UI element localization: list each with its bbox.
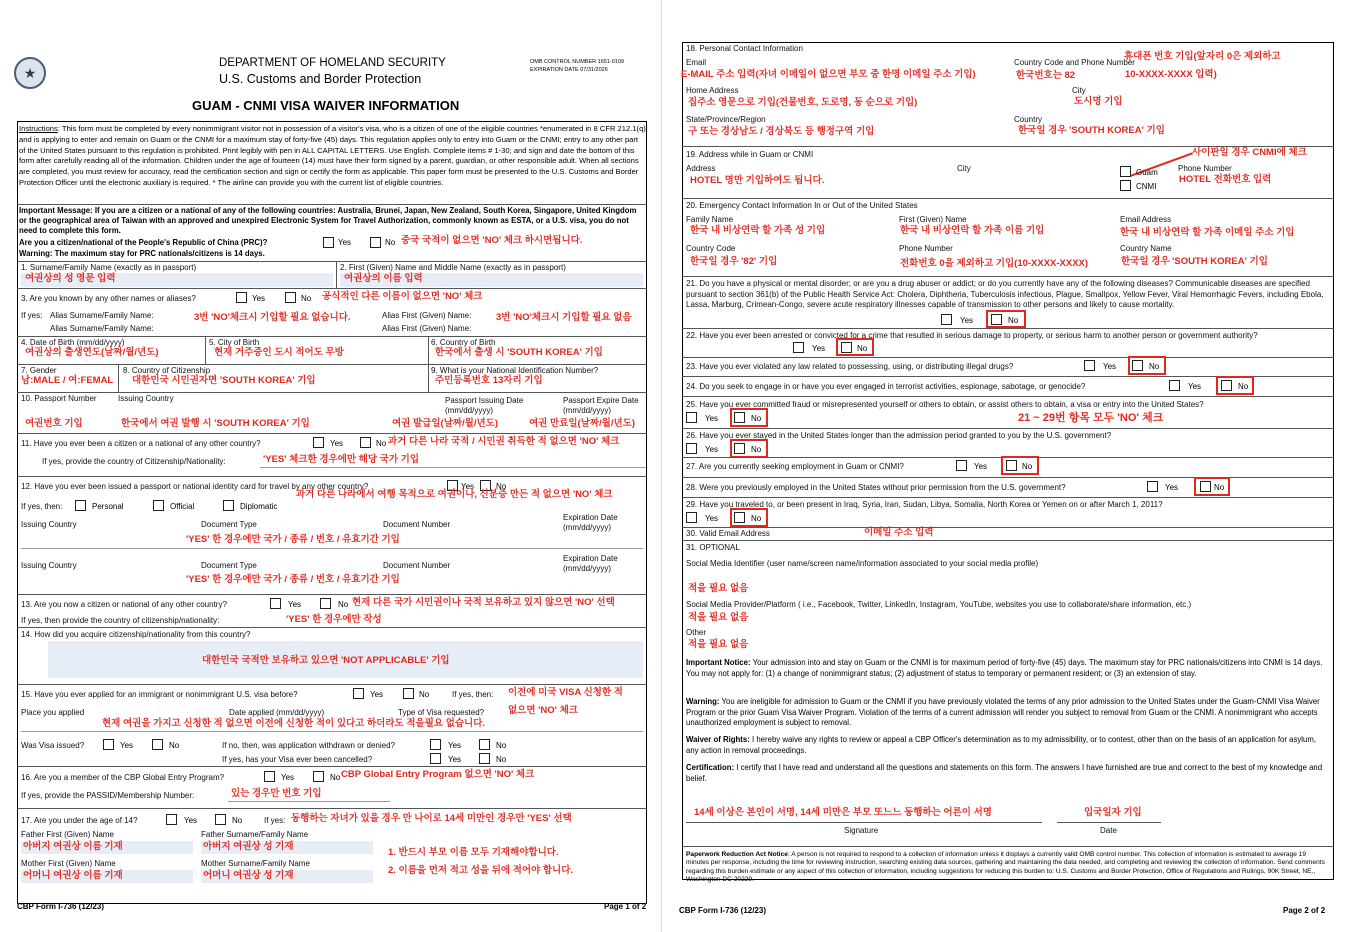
guam-address-field[interactable]: HOTEL 명만 기입하여도 됩니다. [690,175,825,186]
omb-expiration: EXPIRATION DATE 07/31/2026 [530,67,608,73]
q21-text: 21. Do you have a physical or mental disorder; or are you a drug abuser or addict; or do you currently have any of the following diseases? Communicable diseases are specified pursuant to section 361(b) of the Public Health Service Act: Cholera, Diphtheria, Tuberculosis infectious, Plague, Smallpox, Yellow Fever, Viral Hemorrhagic Fevers, including Ebola, Lassa, Marburg, Crimean-Congo, severe acute respiratory illnesses capable of transmission to other persons and likely to cause mortality. [686,279,1324,309]
q2-label: 2. First (Given) Name and Middle Name (exactly as in passport) [340,263,566,272]
prc-warning: Warning: The maximum stay for PRC nationals/citizens is 14 days. [19,249,265,258]
annotation-prc: 중국 국적이 없으면 'NO' 체크 하시면됩니다. [401,235,583,246]
waiver-notice: Waiver of Rights: I hereby waive any rights to review or appeal a CBP Officer's determination as to my admissibility, or to contest, other than on the basis of an application for asylum, any action in removal proceedings. [686,735,1317,755]
q21-no-highlight [986,310,1026,328]
q29-yes-checkbox[interactable] [686,512,697,523]
q24-yes-checkbox[interactable] [1169,380,1180,391]
prc-yes-checkbox[interactable] [323,237,334,248]
official-checkbox[interactable] [153,500,164,511]
country-of-birth-field[interactable]: 한국에서 출생 시 'SOUTH KOREA' 기입 [435,347,603,358]
page2-form-number: CBP Form I-736 (12/23) [679,906,766,915]
emergency-surname-field[interactable]: 한국 내 비상연락 할 가족 성 기입 [690,225,826,236]
q24-no-highlight [1216,376,1254,395]
withdrawn-yes[interactable] [430,739,441,750]
email-field[interactable]: E-MAIL 주소 입력(자녀 이메일이 없으면 부모 중 한명 이메일 주소 기입) [681,69,976,80]
gender-field[interactable]: 남:MALE / 여:FEMAL [21,375,114,386]
q26-no-highlight [730,439,768,458]
national-id-field[interactable]: 주민등록번호 13자리 기입 [435,375,543,386]
instructions-block: Instructions: This form must be completed by every nonimmigrant visitor not in possession of a visitor's visa, who is a citizen of one of the eligible countries *enumerated in 8 CFR 212.1(q) and is applying to enter and remain on Guam or the CNMI for a maximum stay of forty-five (45) days. This regulation applies only to entry into Guam or the CNMI; entry to any other part of the United States pursuant to this regulation is prohibited. Print legibly with pen in ALL CAPITAL LETTERS. Use English. Complete items # 1-30; and sign and date the bottom of this form after carefully reading all of the information. Children under the age of fourteen (14) must have their form signed by a parent, guardian, or other responsible adult. When all sections are completed, you must review for accuracy, read the certification section and sign or certify the form as applicable. This paper form must be presented to the U.S. Customs and Border Protection Officer until the electronic auxiliary is required. * The airline can provide you with the current list of eligible countries. [19,124,646,187]
paperwork-notice: Paperwork Reduction Act Notice: A person is not required to respond to a collection of information unless it displays a currently valid OMB control number. This collection of information is estimated to average 19 minutes per response, including the time for reviewing instruction, searching existing data sources, gathering and maintaining the data needed, and completing and reviewing the collection of information. Send comments regarding this burden estimate or any aspect of this collection of information, including suggestions for reducing this burden to: U.S. Customs and Border Protection, Office of Regulations and Rulings, 90K Street, NE., Washington DC 20229. [686,851,1325,884]
form-title: GUAM - CNMI VISA WAIVER INFORMATION [192,98,460,113]
department-heading: DEPARTMENT OF HOMELAND SECURITY [219,57,446,69]
certification-notice: Certification: I certify that I have read and understand all the questions and statements on this form. The answers I have furnished are true and correct to the best of my knowledge and belief. [686,763,1323,783]
q17-yes-checkbox[interactable] [166,814,177,825]
valid-email-field[interactable]: 이메일 주소 입력 [864,527,934,538]
prc-no-checkbox[interactable] [370,237,381,248]
current-citizenship-field[interactable]: 'YES' 한 경우에만 작성 [286,614,382,625]
personal-checkbox[interactable] [75,500,86,511]
city-field[interactable]: 도시명 기입 [1074,96,1123,107]
form-page-2: 18. Personal Contact Information Email Country Code and Phone Number 휴대폰 번호 기입(앞자리 0은 제외하고 E-MAIL 주소 입력(자녀 이메일이 없으면 부모 중 한명 이메일 주소 기입) 한국번호는 82 10-XXXX-XXXX 입력) Home Address City 집주소 영문으로 기입(건물번호, 도로명, 동 순으로 기입) 도시명 기입 State/Province/Region Country 구 또는 경상남도 / 경상북도 등 행정구역 기입 한국일 경우 'SOUTH KOREA' 기입 19. Address while in Guam or CNMI 사이판일 경우 CNMI에 체크 Address City Guam CNMI Phone Number HOTEL 명만 기입하여도 됩니다. HOTEL 전화번호 입력 20. Emergency Contact Information In or Out of the United States Family Name First (Given) Name Email Address 한국 내 비상연락 할 가족 성 기입 한국 내 비상연락 할 가족 이름 기입 한국 내 비상연락 할 가족 이메일 주소 기입 Country Code Phone Number Country Name 한국일 경우 '82' 기입 전화번호 0을 제외하고 기입(10-XXXX-XXXX) 한국일 경우 'SOUTH KOREA' 기입 21. Do you have a physical or mental disorder; or are you a drug abuser or addict; or do you currently have any of the following diseases? Communicable diseases are specified pursuant to section 361(b) of the Public Health Service Act: Cholera, Diphtheria, Tuberculosis infectious, Plague, Smallpox, Yellow Fever, Viral Hemorrhagic Fevers, including Ebola, Lassa, Marburg, Crimean-Congo, severe acute respiratory illnesses capable of transmission to other persons and likely to cause mortality. Yes No 22. Have you ever been arrested or convicted for a crime that resulted in serious damage to property, or serious harm to another person or government authority? Yes No 23. Have you ever violated any law related to possessing, using, or distributing illegal drugs? Yes No 24. Do you seek to engage in or have you ever engaged in terrorist activities, espionage, sabotage, or genocide? Yes No 25. Have you ever committed fraud or misrepresented yourself or others to obtain, or assist others to obtain, a visa or entry into the United States? Yes No 21 ~ 29번 항목 모두 'NO' 체크 26. Have you ever stayed in the United States longer than the admission period granted to you by the U.S. government? Yes No 27. Are you currently seeking employment in Guam or CNMI? Yes No 28. Were you previously employed in the United States without prior permission from the U.S. government? Yes No 29. Have you traveled to, or been present in Iraq, Syria, Iran, Sudan, Libya, Somalia, North Korea or Yemen on or after March 1, 2011? Yes No 30. Valid Email Address 이메일 주소 입력 31. OPTIONAL Social Media Identifier (user name/screen name/information associated to your social media profile) 적을 필요 없음 Social Media Provider/Platform ( i.e., Facebook, Twitter, LinkedIn, Instagram, YouTube, websites you use to collaborate/share information, etc.) 적을 필요 없음 Other 적을 필요 없음 Important Notice: Your admission into and stay on Guam or the CNMI is for maximum period of forty-five (45) days. The maximum stay for PRC nationals/citizens into CNMI is 14 days. You may not apply for: (1) a change of nonimmigrant status; (2) adjustment of status to temporary or permanent resident; or (3) an extension of stay. Warning: You are ineligible for admission to Guam or the CNMI if you have previously violated the terms of any prior admission to the United States under the Guam-CNMI Visa Waiver Program or the prior Guam Visa Waiver Program. Violation of the terms of a current admission will render you subject to removal from Guam or the CNMI. A nonimmigrant who accepts unauthorized employment is subject to removal. Waiver of Rights: I hereby waive any rights to review or appeal a CBP Officer's determination as to my admissibility, or to contest, other than on the basis of an application for asylum, any action in removal proceedings. Certification: I certify that I have read and understand all the questions and statements on this form. The answers I have furnished are true and correct to the best of my knowledge and belief. 14세 이상은 본인이 서명, 14세 미만은 부모 또느느 동행하는 어른이 서명 Signature 입국일자 기입 Date Paperwork Reduction Act Notice: A person is not required to respond to a collection of information unless it displays a currently valid OMB control number. This collection of information is estimated to average 19 minutes per response, including the time for reviewing instruction, searching existing data sources, gathering and maintaining the data needed, and completing and reviewing the collection of information. Send comments regarding this burden estimate or any aspect of this collection of information, including suggestions for reducing this burden to: U.S. Customs and Border Protection, Office of Regulations and Rulings, 90K Street, NE., Washington DC 20229. CBP Form I-736 (12/23) Page 2 of 2 [672,0,1354,932]
page1-number: Page 1 of 2 [604,902,647,911]
other-passport-field-1[interactable]: 'YES' 한 경우에만 국가 / 종류 / 번호 / 유효기간 기입 [186,534,400,545]
q22-no-highlight [836,338,874,356]
q23-yes-checkbox[interactable] [1084,360,1095,371]
visa-issued-yes[interactable] [103,739,114,750]
omb-number: OMB CONTROL NUMBER 1651-0109 [530,59,624,65]
guam-phone-field[interactable]: HOTEL 전화번호 입력 [1179,174,1272,185]
agency-heading: U.S. Customs and Border Protection [219,72,422,86]
q27-yes-checkbox[interactable] [956,460,967,471]
emergency-phone-field[interactable]: 전화번호 0을 제외하고 기입(10-XXXX-XXXX) [900,258,1089,269]
q17-no-checkbox[interactable] [215,814,226,825]
q23-no-highlight [1128,356,1166,375]
cnmi-checkbox[interactable] [1120,180,1131,191]
withdrawn-no[interactable] [479,739,490,750]
q28-yes-checkbox[interactable] [1147,481,1158,492]
expire-date-field[interactable]: 여권 만료일(날짜/월/년도) [529,418,636,429]
q16-no-checkbox[interactable] [313,771,324,782]
cancelled-yes[interactable] [430,753,441,764]
q16-yes-checkbox[interactable] [264,771,275,782]
form-page-1: ★ DEPARTMENT OF HOMELAND SECURITY U.S. Customs and Border Protection OMB CONTROL NUMBER 1651-0109 EXPIRATION DATE 07/31/2026 GUAM - CNMI VISA WAIVER INFORMATION Instructions: This form must be completed by every nonimmigrant visitor not in possession of a visitor's visa, who is a citizen of one of the eligible countries *enumerated in 8 CFR 212.1(q) and is applying to enter and remain on Guam or the CNMI for a maximum stay of forty-five (45) days. This regulation applies only to entry into Guam or the CNMI; entry to any other part of the United States pursuant to this regulation is prohibited. Print legibly with pen in ALL CAPITAL LETTERS. Use English. Complete items # 1-30; and sign and date the bottom of this form after carefully reading all of the information. Children under the age of fourteen (14) must have their form signed by a parent, guardian, or other responsible adult. When all sections are completed, you must review for accuracy, read the certification section and sign or certify the form as applicable. This paper form must be presented to the U.S. Customs and Border Protection Officer until the electronic auxiliary is required. * The airline can provide you with the current list of eligible countries. Important Message: If you are a citizen or a national of any of the following countries: Australia, Brunei, Japan, New Zealand, South Korea, Singapore, United Kingdom or the geographical area of Taiwan with an approved and unexpired Electronic System for Travel Authorization, commonly known as ESTA, or a U.S. visa, you do not need to complete this form. Are you a citizen/national of the People's Republic of China (PRC)? Yes No 중국 국적이 없으면 'NO' 체크 하시면됩니다. Warning: The maximum stay for PRC nationals/citizens is 14 days. 1. Surname/Family Name (exactly as in passport) 여권상의 성 영문 입력 2. First (Given) Name and Middle Name (exactly as in passport) 여권상의 이름 입력 3. Are you known by any other names or aliases? Yes No 공식적인 다른 이름이 없으면 'NO' 체크 If yes: Alias Surname/Family Name: Alias Surname/Family Name: 3번 'NO'체크시 기입할 필요 없습니다. Alias First (Given) Name: Alias First (Given) Name: 3번 'NO'체크시 기입할 필요 없음 4. Date of Birth (mm/dd/yyyy) 여권상의 출생연도(날짜/월/년도) 5. City of Birth 현재 거주중인 도시 적어도 무방 6. Country of Birth 한국에서 출생 시 'SOUTH KOREA' 기입 7. Gender 남:MALE / 여:FEMAL 8. Country of Citizenship 대한민국 시민권자면 'SOUTH KOREA' 기입 9. What is your National Identification Number? 주민등록번호 13자리 기입 10. Passport Number Issuing Country Passport Issuing Date (mm/dd/yyyy) Passport Expire Date (mm/dd/yyyy) 여권번호 기입 한국에서 여권 발행 시 'SOUTH KOREA' 기입 여권 발급일(날짜/월/년도) 여권 만료일(날짜/월/년도) 11. Have you ever been a citizen or a national of any other country? Yes No 과거 다른 나라 국적 / 시민권 취득한 적 없으면 'NO' 체크 If yes, provide the country of Citizenship/Nationality: 'YES' 체크한 경우에만 해당 국가 기입 12. Have you ever been issued a passport or national identity card for travel by any other country? Yes No 과거 다른 나라에서 여행 목적으로 여권이나, 신분증 만든 적 없으면 'NO' 체크 If yes, then: Personal Official Diplomatic Issuing Country Document Type Document Number Expiration Date (mm/dd/yyyy) 'YES' 한 경우에만 국가 / 종류 / 번호 / 유효기간 기입 Issuing Country Document Type Document Number Expiration Date (mm/dd/yyyy) 'YES' 한 경우에만 국가 / 종류 / 번호 / 유효기간 기입 13. Are you now a citizen or national of any other country? Yes No 현재 다른 국가 시민권이나 국적 보유하고 있지 않으면 'NO' 선택 If yes, then provide the country of citizenship/nationality: 'YES' 한 경우에만 작성 14. How did you acquire citizenship/nationality from this country? 대한민국 국적만 보유하고 있으면 'NOT APPLICABLE' 기입 15. Have you ever applied for an immigrant or nonimmigrant U.S. visa before? Yes No If yes, then: 이전에 미국 VISA 신청한 적 Place you applied Date applied (mm/dd/yyyy) Type of Visa requested? 없으면 'NO' 체크 현재 여권을 가지고 신청한 적 없으면 이전에 신청한 적이 있다고 하더라도 적을필요 없습니다. Was Visa issued? Yes No If no, then, was application withdrawn or denied? Yes No If yes, has your Visa ever been cancelled? Yes No 16. Are you a member of the CBP Global Entry Program? Yes No CBP Global Entry Program 없으면 'NO' 체크 If yes, provide the PASSID/Membership Number: 있는 경우만 번호 기입 17. Are you under the age of 14? Yes No If yes: 동행하는 자녀가 있을 경우 만 나이로 14세 미만인 경우만 'YES' 선택 Father First (Given) Name Father Surname/Family Name 아버지 여권상 이름 기재 아버지 여권상 성 기재 Mother First (Given) Name Mother Surname/Family Name 어머니 여권상 이름 기재 어머니 여권상 성 기재 1. 반드시 부모 이름 모두 기재해야합니다. 2. 이름을 먼저 적고 성을 뒤에 적어야 합니다. CBP Form I-736 (12/23) Page 1 of 2 [0,0,662,932]
visa-issued-no[interactable] [152,739,163,750]
q3-no-checkbox[interactable] [285,292,296,303]
visa-history-field[interactable]: 현재 여권을 가지고 신청한 적 없으면 이전에 신청한 적이 있다고 하더라도 적을필요 없습니다. [102,718,486,729]
guam-checkbox[interactable] [1120,166,1131,177]
date-field[interactable]: 입국일자 기입 [1084,807,1142,818]
q15-yes-checkbox[interactable] [353,688,364,699]
country-field[interactable]: 한국일 경우 'SOUTH KOREA' 기입 [1018,125,1165,136]
phone-field[interactable]: 10-XXXX-XXXX 입력) [1125,69,1217,80]
page1-form-number: CBP Form I-736 (12/23) [17,902,104,911]
social-id-field[interactable]: 적을 필요 없음 [688,583,749,594]
diplomatic-checkbox[interactable] [223,500,234,511]
q3-yes-checkbox[interactable] [236,292,247,303]
q25-no-highlight [730,408,768,427]
home-address-field[interactable]: 집주소 영문으로 기입(건물번호, 도로명, 동 순으로 기입) [688,97,918,108]
passport-number-field[interactable]: 여권번호 기입 [25,418,83,429]
citizenship-field[interactable]: 대한민국 시민권자면 'SOUTH KOREA' 기입 [132,375,316,386]
signature-field[interactable]: 14세 이상은 본인이 서명, 14세 미만은 부모 또느느 동행하는 어른이 서명 [694,807,992,818]
emergency-email-field[interactable]: 한국 내 비상연락 할 가족 이메일 주소 기입 [1120,227,1295,238]
important-notice: Important Notice: Your admission into and stay on Guam or the CNMI is for maximum period of forty-five (45) days. The maximum stay for PRC nationals/citizens into CNMI is 14 days. You may not apply for: (1) a change of nonimmigrant status; (2) adjustment of status to temporary or permanent resident; or (3) an extension of stay. [686,658,1323,678]
q11-yes-checkbox[interactable] [313,437,324,448]
important-message: Important Message: If you are a citizen or a national of any of the following countries: Australia, Brunei, Japan, New Zealand, South Korea, Singapore, United Kingdom or the geographical area of Taiwan with an approved and unexpired Electronic System for Travel Authorization, commonly known as ESTA, or a U.S. visa, you do not need to complete this form. [19,206,637,235]
social-platform-field[interactable]: 적을 필요 없음 [688,612,749,623]
prc-question: Are you a citizen/national of the People's Republic of China (PRC)? [19,238,268,247]
q13-no-checkbox[interactable] [320,598,331,609]
q11-no-checkbox[interactable] [360,437,371,448]
q22-yes-checkbox[interactable] [793,342,804,353]
issue-date-field[interactable]: 여권 발급일(날짜/월/년도) [392,418,499,429]
dhs-seal-icon: ★ [14,57,46,89]
q26-yes-checkbox[interactable] [686,443,697,454]
page2-number: Page 2 of 2 [1283,906,1326,915]
q13-yes-checkbox[interactable] [270,598,281,609]
passid-field[interactable]: 있는 경우만 번호 기입 [231,788,322,799]
state-field[interactable]: 구 또는 경상남도 / 경상북도 등 행정구역 기입 [688,126,875,137]
other-field[interactable]: 적을 필요 없음 [688,639,749,650]
q29-no-highlight [730,508,768,527]
cancelled-no[interactable] [479,753,490,764]
other-citizenship-field[interactable]: 'YES' 체크한 경우에만 해당 국가 기입 [263,454,420,465]
country-code-field[interactable]: 한국번호는 82 [1016,70,1076,81]
emergency-first-field[interactable]: 한국 내 비상연락 할 가족 이름 기입 [900,225,1045,236]
q27-no-highlight [1001,456,1039,475]
emergency-country-field[interactable]: 한국일 경우 'SOUTH KOREA' 기입 [1121,256,1268,267]
warning-notice: Warning: You are ineligible for admission to Guam or the CNMI if you have previously violated the terms of any prior admission to the United States under the Guam-CNMI Visa Waiver Program or the prior Guam Visa Waiver Program. Violation of the terms of a current admission will render you subject to removal from Guam or the CNMI. A nonimmigrant who accepts unauthorized employment is subject to removal. [686,697,1320,727]
q1-label: 1. Surname/Family Name (exactly as in passport) [21,263,197,272]
q21-yes-checkbox[interactable] [941,314,952,325]
q28-no-highlight [1194,477,1230,496]
emergency-country-code-field[interactable]: 한국일 경우 '82' 기입 [690,256,778,267]
q25-yes-checkbox[interactable] [686,412,697,423]
other-passport-field-2[interactable]: 'YES' 한 경우에만 국가 / 종류 / 번호 / 유효기간 기입 [186,574,400,585]
q15-no-checkbox[interactable] [403,688,414,699]
issuing-country-field[interactable]: 한국에서 여권 발행 시 'SOUTH KOREA' 기입 [121,418,310,429]
dob-field[interactable]: 여권상의 출생연도(날짜/월/년도) [25,347,159,358]
city-of-birth-field[interactable]: 현재 거주중인 도시 적어도 무방 [214,347,344,358]
q3-label: 3. Are you known by any other names or aliases? [21,294,196,303]
